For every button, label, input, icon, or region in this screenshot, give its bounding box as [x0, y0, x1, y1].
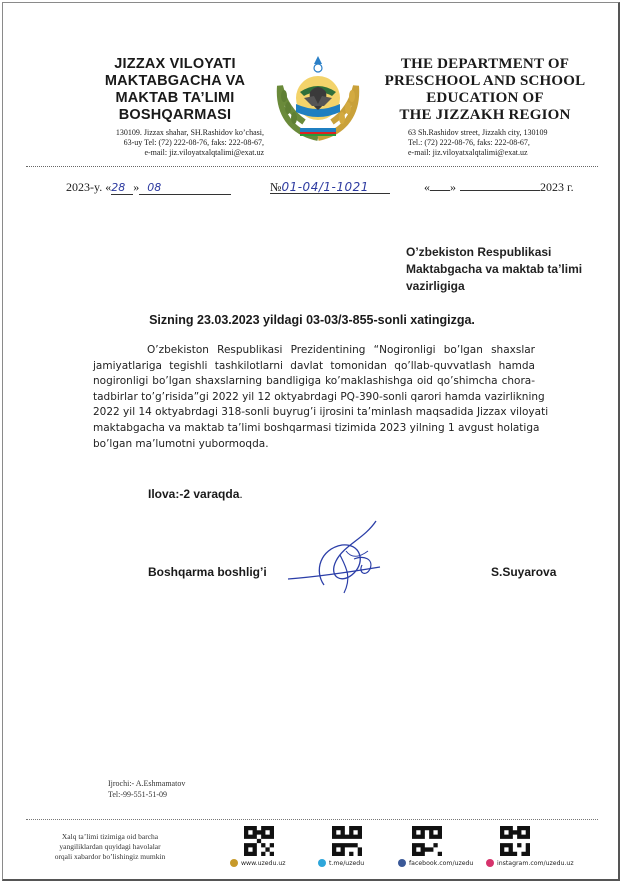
body-line: tadbirlar to’g’risida”gi 2022 yil 12 oktyabrdagi PQ-390-sonli qarori hamda vazirlikning [93, 390, 545, 403]
header-left-title-line: BOSHQARMASI [118, 107, 232, 123]
reply-open: « [424, 180, 430, 194]
body-line: jamiyatlariga tegishli tashkilotlarni davlat tomonidan qo’llab-quvvatlash hamda [93, 359, 535, 372]
footer-link-label: instagram.com/uzedu.uz [497, 859, 574, 867]
executor-name: Ijrochi:- A.Eshmamatov [108, 779, 186, 788]
body-line: nogironligi bo’lgan shaxslarning bandligiga ko’maklashishga oid qo’shimcha chora- [93, 375, 535, 388]
address-line: Tel.: (72) 222-08-76, faks: 222-08-67, [408, 138, 530, 147]
header-left-title-line: MAKTABGACHA VA [104, 73, 246, 89]
attachment-dot: . [239, 487, 243, 501]
address-line: 63 Sh.Rashidov street, Jizzakh city, 130109 [408, 128, 548, 137]
header-right-title-line: THE DEPARTMENT OF [400, 56, 570, 72]
executor-phone: Tel:-99-551-51-09 [108, 790, 167, 799]
header-right [370, 56, 600, 158]
qr-code-icon [244, 826, 274, 856]
outgoing-date [66, 180, 231, 195]
globe-icon [230, 859, 238, 867]
footer-link-telegram[interactable] [318, 826, 364, 867]
state-emblem-icon [270, 52, 366, 148]
header-divider [26, 166, 598, 167]
reply-close: » [450, 180, 456, 194]
signatory-position: Boshqarma boshlig’i [148, 565, 267, 579]
recipient-line: vazirligiga [406, 279, 465, 293]
footer-divider [26, 819, 598, 820]
header-left-title-line: MAKTAB TA’LIMI [115, 90, 235, 106]
handwritten-signature-icon [284, 515, 402, 599]
body-line: 2022 yil 14 oktyabrdagi 318-sonli buyrug’i ijrosini ta’minlash maqsadida Jizzax viloyati [93, 406, 549, 419]
number-field [270, 181, 390, 194]
executor-info [108, 778, 185, 800]
number-handwritten: 01-04/1-1021 [281, 180, 369, 194]
address-line: e-mail: jiz.viloyatxalqtalimi@exat.uz [144, 148, 264, 157]
footer-link-label: www.uzedu.uz [241, 859, 286, 867]
instagram-icon [486, 859, 494, 867]
footer-link-instagram[interactable] [486, 826, 574, 867]
footer-link-website[interactable] [230, 826, 286, 867]
footer-note-line: orqali xabardor bo’lishingiz mumkin [54, 852, 166, 861]
date-day-close: » [133, 180, 140, 194]
body-line: bo’lgan ma’lumotni yubormoqda. [93, 437, 269, 450]
header-right-title-line: EDUCATION OF [426, 90, 544, 106]
recipient-line: Maktabgacha va maktab ta’limi [406, 262, 583, 276]
reply-day-field [430, 190, 450, 191]
recipient [406, 244, 582, 295]
attachment-note [148, 487, 243, 501]
header-right-title [370, 56, 600, 124]
date-month-field [139, 181, 231, 195]
address-line: 63-uy Tel: (72) 222-08-76, faks: 222-08-67, [123, 138, 264, 147]
qr-code-icon [332, 826, 362, 856]
signatory-name: S.Suyarova [491, 565, 557, 579]
recipient-line: O’zbekiston Respublikasi [406, 245, 552, 259]
reply-date [424, 180, 574, 195]
footer-note [50, 832, 170, 862]
qr-code-icon [412, 826, 442, 856]
telegram-icon [318, 859, 326, 867]
footer-note-line: Xalq ta’limi tizimiga oid barcha [61, 832, 159, 841]
header-right-title-line: PRESCHOOL AND SCHOOL [384, 73, 586, 89]
subject-line: Sizning 23.03.2023 yildagi 03-03/3-855-sonli xatingizga. [149, 313, 475, 327]
attachment-label: Ilova:-2 varaqda [148, 487, 240, 501]
facebook-icon [398, 859, 406, 867]
footer-note-line: yangiliklardan quyidagi havolalar [59, 842, 161, 851]
date-day-handwritten: 28 [111, 181, 126, 194]
header-left-address [70, 128, 280, 158]
header-right-address [370, 128, 600, 158]
header-right-title-line: THE JIZZAKH REGION [399, 107, 571, 123]
header-left-title [70, 56, 280, 124]
body-line: O’zbekiston Respublikasi Prezidentining “Nogironligi bo’lgan shaxslar [147, 344, 535, 356]
number-sign: № [270, 180, 282, 194]
header-left-title-line: JIZZAX VILOYATI [114, 56, 236, 72]
letter-body [93, 343, 549, 452]
footer-link-label: facebook.com/uzedu [409, 859, 474, 867]
address-line: e-mail: jiz.viloyatxalqtalimi@exat.uz [408, 148, 528, 157]
date-month-handwritten: 08 [147, 181, 162, 194]
footer-link-facebook[interactable] [398, 826, 473, 867]
date-year-prefix: 2023-y. « [66, 180, 112, 194]
qr-code-icon [500, 826, 530, 856]
reply-year: 2023 г. [540, 180, 574, 194]
body-line: maktabgacha va maktab ta’limi boshqarmasi tizimida 2023 yilning 1 avgust holatiga [93, 421, 540, 434]
header-left [70, 56, 280, 158]
date-day-field [111, 181, 133, 195]
reply-month-field [460, 190, 540, 191]
outgoing-number [270, 180, 390, 195]
address-line: 130109. Jizzax shahar, SH.Rashidov ko’chasi, [115, 128, 264, 137]
footer-link-label: t.me/uzedu [329, 859, 365, 867]
